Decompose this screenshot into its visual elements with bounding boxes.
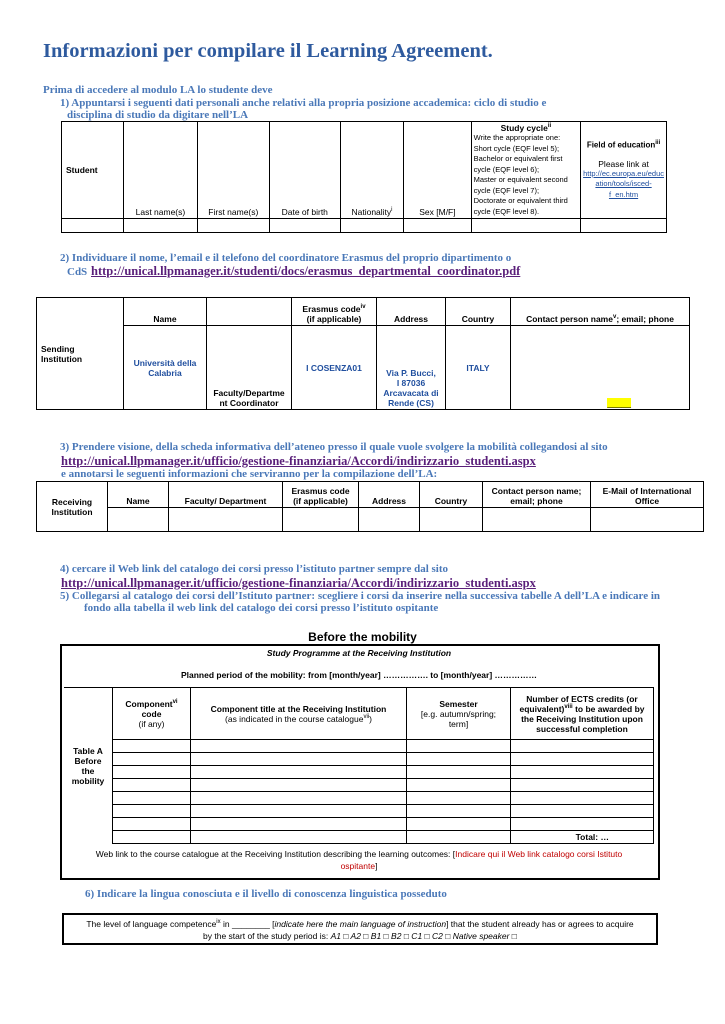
- col-first-name: First name(s): [197, 122, 269, 219]
- col-semester: Semester [e.g. autumn/spring; term]: [407, 688, 511, 740]
- study-programme-label: Study Programme at the Receiving Institution: [266, 648, 452, 658]
- col-last-name: Last name(s): [124, 122, 198, 219]
- col-name: Name: [124, 298, 207, 326]
- col-study-cycle: Study cycle$^{ii}$ Write the appropriate one: Short cycle (EQF level 5); Bachelor or equivalent first cycle (EQF level 6); Master or equivalent second cycle (EQF level 7); Doctorate or equivalent third cycle (EQF level 8).: [471, 122, 580, 219]
- val-country: ITALY: [446, 326, 511, 410]
- student-table: [61, 121, 667, 233]
- col-faculty: Faculty/ Department: [169, 482, 283, 508]
- language-level-options[interactable]: A1 □ A2 □ B1 □ B2 □ C1 □ C2 □ Native speaker □: [330, 930, 517, 941]
- col-dob: Date of birth: [269, 122, 340, 219]
- step2-line1: 2) Individuare il nome, l’email e il telefono del coordinatore Erasmus del proprio dipartimento o: [60, 252, 512, 264]
- col-email-office: E-Mail of International Office: [591, 482, 704, 508]
- sending-label: Sending Institution: [37, 298, 124, 410]
- step1-line1: 1) Appuntarsi i seguenti dati personali anche relativi alla propria posizione accademica: ciclo di studio e: [60, 97, 547, 109]
- val-faculty: Faculty/Departme nt Coordinator: [207, 326, 292, 410]
- col-address: Address: [377, 298, 446, 326]
- col-country: Country: [420, 482, 483, 508]
- step6-line1: 6) Indicare la lingua conosciuta e il livello di conoscenza linguistica posseduto: [85, 888, 447, 900]
- col-address: Address: [359, 482, 420, 508]
- val-erasmus-code: I COSENZA01: [292, 326, 377, 410]
- page-title: Informazioni per compilare il Learning Agreement.: [43, 40, 493, 62]
- total-label: Total: …: [511, 831, 654, 844]
- indirizzario-link-2[interactable]: http://unical.llpmanager.it/ufficio/gestione-finanziaria/Accordi/indirizzario_studenti.aspx: [61, 576, 536, 590]
- sending-table: [36, 297, 690, 410]
- coordinator-link[interactable]: http://unical.llpmanager.it/studenti/docs/erasmus_departmental_coordinator.pdf: [91, 264, 521, 278]
- col-name: Name: [108, 482, 169, 508]
- col-contact: Contact person name$^v$; email; phone: [511, 298, 690, 326]
- step3-line1: 3) Prendere visione, della scheda informativa dell’ateneo presso il quale vuole svolgere la mobilità collegandosi al sito: [60, 441, 608, 453]
- col-ects: Number of ECTS credits (or equivalent)$^{viii}$ to be awarded by the Receiving Institution upon successful completion: [511, 688, 654, 740]
- indirizzario-link-1[interactable]: http://unical.llpmanager.it/ufficio/gestione-finanziaria/Accordi/indirizzario_studenti.aspx: [61, 454, 536, 468]
- step1-line2: disciplina di studio da digitare nell’LA: [67, 109, 249, 121]
- col-country: Country: [446, 298, 511, 326]
- step2-line2: CdS: [67, 266, 88, 278]
- before-mobility-heading: Before the mobility: [308, 630, 417, 644]
- table-a-label: Table A Before the mobility: [64, 688, 113, 844]
- intro-text: Prima di accedere al modulo LA lo studente deve: [43, 84, 273, 96]
- col-component-code: Component$^{vi}$ code (if any): [113, 688, 191, 740]
- col-field-of-education: Field of education$^{iii}$ Please link at http://ec.europa.eu/educ ation/tools/isced- f_en.htm: [581, 122, 667, 219]
- col-sex: Sex [M/F]: [404, 122, 471, 219]
- language-box: The level of language competence$^{ix}$ in ________ [indicate here the main language of instruction] that the student already has or agrees to acquire by the start of the study period is: A1 □ A2 □ B1 □ B2 □ C1 □ C2 □ Native speaker □: [62, 913, 658, 945]
- step5-line2: fondo alla tabella il web link del catalogo dei corsi presso l’istituto ospitante: [84, 602, 439, 614]
- step5-line1: 5) Collegarsi al catalogo dei corsi dell’Istituto partner: scegliere i corsi da inserire nella successiva tabelle A dell’LA e indicare in: [60, 590, 661, 602]
- col-component-title: Component title at the Receiving Institution (as indicated in the course catalogue$^{vii}$): [191, 688, 407, 740]
- col-erasmus-code: Erasmus code (if applicable): [283, 482, 359, 508]
- col-erasmus-code: Erasmus code$^{iv}$ (if applicable): [292, 298, 377, 326]
- weblink-catalogue: Web link to the course catalogue at the Receiving Institution describing the learning outcomes: [Indicare qui il Web link catalogo corsi Istituto ospitante]: [95, 849, 623, 871]
- receiving-label: Receiving Institution: [37, 482, 108, 532]
- student-label: Student: [62, 122, 124, 219]
- val-name: Università della Calabria: [124, 326, 207, 410]
- planned-period: Planned period of the mobility: from [month/year] ……………. to [month/year] ……………: [180, 670, 538, 680]
- step4-line1: 4) cercare il Web link del catalogo dei corsi presso l’istituto partner sempre dal sito: [60, 563, 449, 575]
- table-a: [64, 687, 654, 844]
- col-nationality: Nationality$^i$: [340, 122, 404, 219]
- val-contact: _____: [511, 326, 690, 410]
- isced-link[interactable]: http://ec.europa.eu/educ: [583, 168, 664, 178]
- step3-line2: e annotarsi le seguenti informazioni che serviranno per la compilazione dell’LA:: [61, 468, 438, 480]
- val-address: Via P. Bucci, I 87036 Arcavacata di Rende (CS): [377, 326, 446, 410]
- col-contact: Contact person name; email; phone: [483, 482, 591, 508]
- receiving-table: [36, 481, 704, 532]
